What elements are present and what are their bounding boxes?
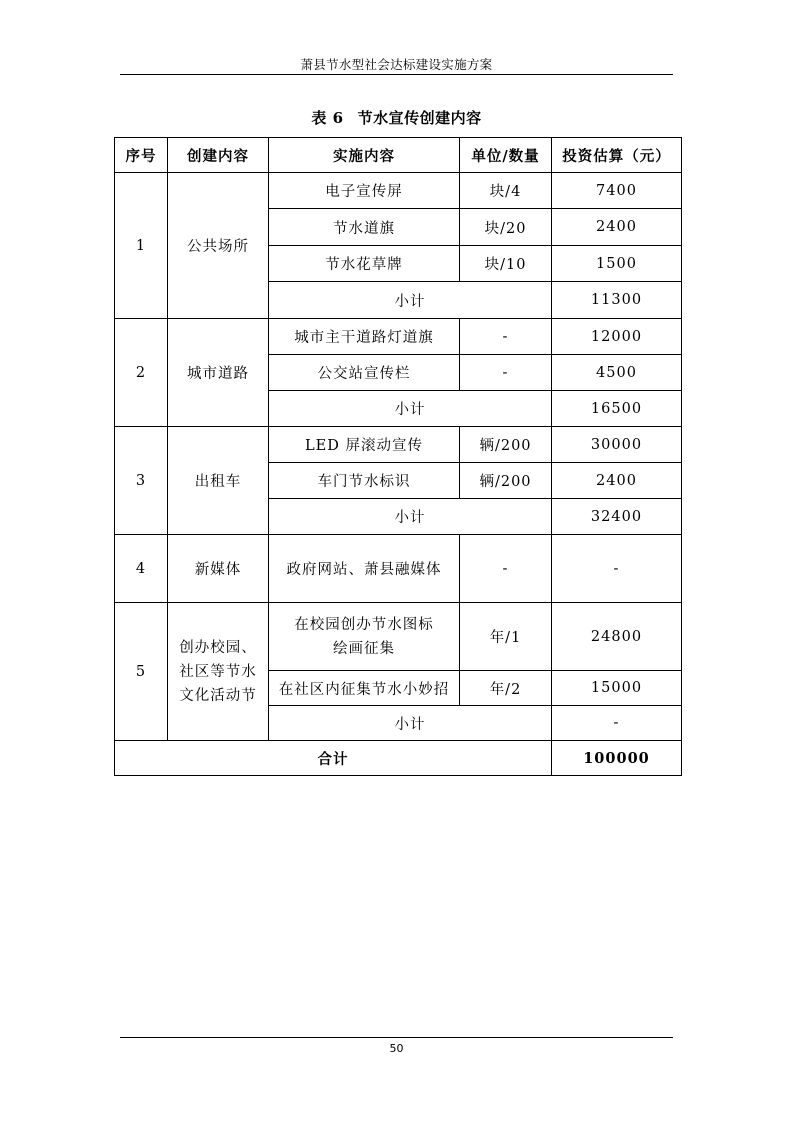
- amount-cell: 24800: [552, 603, 682, 671]
- amount-cell: 7400: [552, 173, 682, 209]
- table-caption-number: 表 6: [311, 109, 344, 127]
- impl-cell: [269, 603, 460, 671]
- investment-table: [114, 137, 682, 776]
- subtotal-amount: -: [552, 706, 682, 741]
- content-line: 文化活动节: [179, 687, 257, 704]
- table-row: [115, 319, 682, 355]
- impl-cell: 电子宣传屏: [269, 173, 460, 209]
- impl-cell: 在社区内征集节水小妙招: [269, 671, 460, 706]
- subtotal-amount: 11300: [552, 282, 682, 319]
- subtotal-label: 小计: [269, 706, 552, 741]
- unit-cell: 块/20: [460, 209, 552, 246]
- impl-cell: LED 屏滚动宣传: [269, 427, 460, 463]
- amount-cell: 1500: [552, 246, 682, 282]
- content-cell: [168, 603, 269, 741]
- subtotal-label: 小计: [269, 499, 552, 535]
- total-amount: 100000: [552, 741, 682, 776]
- amount-cell: 2400: [552, 463, 682, 499]
- impl-cell: 节水花草牌: [269, 246, 460, 282]
- total-row: [115, 741, 682, 776]
- unit-cell: 辆/200: [460, 463, 552, 499]
- table-row: [115, 535, 682, 603]
- unit-cell: 年/1: [460, 603, 552, 671]
- content-cell: 城市道路: [168, 319, 269, 427]
- unit-cell: 块/4: [460, 173, 552, 209]
- content-line: 创办校园、: [179, 639, 257, 656]
- unit-cell: 辆/200: [460, 427, 552, 463]
- amount-cell: 4500: [552, 355, 682, 391]
- amount-cell: 12000: [552, 319, 682, 355]
- subtotal-label: 小计: [269, 282, 552, 319]
- table-caption-title: 节水宣传创建内容: [357, 109, 482, 127]
- amount-cell: 15000: [552, 671, 682, 706]
- impl-cell: 城市主干道路灯道旗: [269, 319, 460, 355]
- column-header-seq: 序号: [115, 138, 168, 173]
- impl-cell: 公交站宣传栏: [269, 355, 460, 391]
- unit-cell: 块/10: [460, 246, 552, 282]
- subtotal-label: 小计: [269, 391, 552, 427]
- column-header-estimate: 投资估算（元）: [552, 138, 682, 173]
- amount-cell: -: [552, 535, 682, 603]
- content-cell: 出租车: [168, 427, 269, 535]
- unit-cell: 年/2: [460, 671, 552, 706]
- column-header-content: 创建内容: [168, 138, 269, 173]
- impl-cell: 节水道旗: [269, 209, 460, 246]
- total-label: 合计: [115, 741, 552, 776]
- table-row: [115, 427, 682, 463]
- seq-cell: 5: [115, 603, 168, 741]
- content-cell: 公共场所: [168, 173, 269, 319]
- seq-cell: 4: [115, 535, 168, 603]
- impl-line: 绘画征集: [333, 640, 395, 657]
- table-header-row: [115, 138, 682, 173]
- page-number: 50: [389, 1042, 404, 1055]
- seq-cell: 1: [115, 173, 168, 319]
- amount-cell: 30000: [552, 427, 682, 463]
- amount-cell: 2400: [552, 209, 682, 246]
- footer-rule: [120, 1037, 673, 1038]
- column-header-unit-qty: 单位/数量: [460, 138, 552, 173]
- table-row: [115, 603, 682, 671]
- unit-cell: -: [460, 355, 552, 391]
- table-row: [115, 173, 682, 209]
- unit-cell: -: [460, 535, 552, 603]
- table-caption: [0, 107, 793, 128]
- seq-cell: 3: [115, 427, 168, 535]
- content-line: 社区等节水: [179, 663, 257, 680]
- unit-cell: -: [460, 319, 552, 355]
- impl-cell: 车门节水标识: [269, 463, 460, 499]
- column-header-implementation: 实施内容: [269, 138, 460, 173]
- header-rule: [120, 74, 673, 75]
- impl-line: 在校园创办节水图标: [294, 616, 434, 633]
- seq-cell: 2: [115, 319, 168, 427]
- content-cell: 新媒体: [168, 535, 269, 603]
- subtotal-amount: 16500: [552, 391, 682, 427]
- impl-cell: 政府网站、萧县融媒体: [269, 535, 460, 603]
- running-header: 萧县节水型社会达标建设实施方案: [300, 57, 493, 72]
- subtotal-amount: 32400: [552, 499, 682, 535]
